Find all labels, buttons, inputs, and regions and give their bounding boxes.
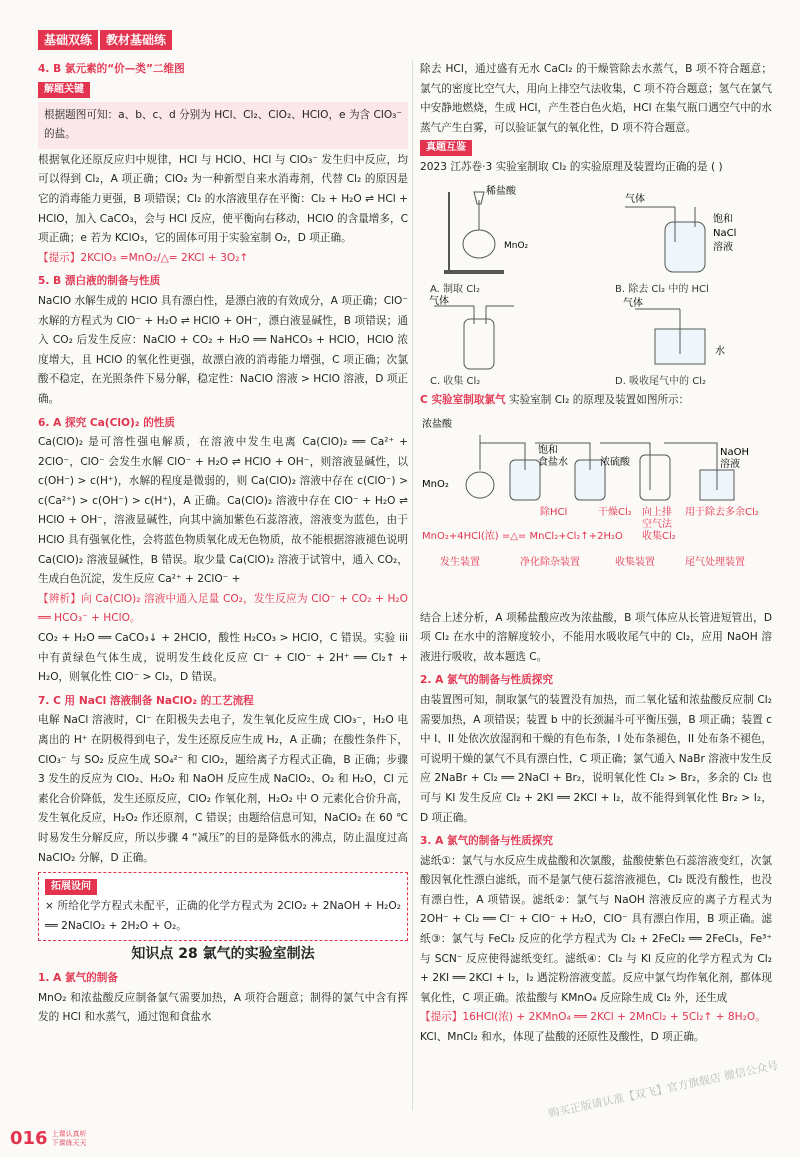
fig-a-acid-label: 稀盐酸 xyxy=(486,185,516,197)
figure-b xyxy=(595,182,765,282)
apparatus-figures xyxy=(420,182,772,387)
header-tag-textbook: 教材基础练 xyxy=(100,30,172,50)
watermark: 购买正版请认准【双飞】官方旗舰店 微信公众号 xyxy=(546,1058,779,1121)
ap-rm-hcl: 除HCl xyxy=(540,506,568,518)
q4-key-box xyxy=(38,102,408,149)
q2-body: 由装置图可知，制取氯气的装置没有加热，而二氧化锰和浓盐酸反应制 Cl₂ 需要加热，A 项错误；装置 b 中的长颈漏斗可平衡压强，B 项正确；装置 c 中 I、II 处依次放湿润和干燥的有色布条，I 处布条褪色，II 处布条不褪色，可说明干燥的氯气不具有漂白性，C 项正确；氯气通入 NaBr 溶液中发生反应 2NaBr + Cl₂ ══ 2NaCl + Br₂，说明氧化性 Cl₂ > Br₂，多余的 Cl₂ 也可与 KI 发生反应 Cl₂ + 2KI ══ 2KCl + I₂，故不能得到氧化性 Br₂ > I₂，D 项正确。 xyxy=(420,693,772,824)
q6-body: Ca(ClO)₂ 是可溶性强电解质，在溶液中发生电离 Ca(ClO)₂ ══ Ca²⁺ + 2ClO⁻，ClO⁻ 会发生水解 ClO⁻ + H₂O ⇌ HClO + OH⁻，则溶液显碱性，以 c(OH⁻) > c(H⁺)，水解的程度是微弱的，则 Ca(ClO)₂ 溶液中存在 c(ClO⁻) > c(Ca²⁺) > c(OH⁻) > c(H⁺)，A 正确。Ca(ClO)₂ 溶液中存在 ClO⁻ + H₂O ⇌ HClO + OH⁻，溶液显碱性，向其中滴加紫色石蕊溶液，溶液变为蓝色，由于 HClO 具有强氧化性，会将蓝色物质氧化成无色物质，故不能根据溶液褪色说明 Ca(ClO)₂ 溶液显碱性，B 错误。取少量 Ca(ClO)₂ 溶液于试管中，通入 CO₂，生成白色沉淀，发生反应 Ca²⁺ + 2ClO⁻ + xyxy=(38,436,408,586)
knowledge-point-title: 知识点 28 氯气的实验室制法 xyxy=(131,946,315,963)
q5-title: 5. B 漂白液的制备与性质 xyxy=(38,275,161,288)
ap-up3: 收集Cl₂ xyxy=(642,530,676,542)
q2-title: 2. A 氯气的制备与性质探究 xyxy=(420,674,553,687)
q6-body2: CO₂ + H₂O ══ CaCO₃↓ + 2HClO，酸性 H₂CO₃ > HClO，C 错误。实验 iii 中有黄绿色气体生成，说明发生歧化反应 Cl⁻ + ClO⁻ + 2H⁺ ══ Cl₂↑ + H₂O，则氧化性 ClO⁻ > Cl₂，D 错误。 xyxy=(38,632,408,684)
fig-c-caption: C. 收集 Cl₂ xyxy=(430,375,481,387)
header-tag-basic: 基础双练 xyxy=(38,30,98,50)
ap-s2: 净化除杂装置 xyxy=(520,556,580,568)
extension-tag: 拓展设问 xyxy=(45,879,97,895)
exam-question: 2023 江苏卷·3 实验室制取 Cl₂ 的实验原理及装置均正确的是 ( ) xyxy=(420,161,723,174)
ap-acid: 浓盐酸 xyxy=(422,418,452,430)
q4-key-tag: 解题关键 xyxy=(38,82,90,98)
ap-brine2: 食盐水 xyxy=(538,456,568,468)
ap-mno2: MnO₂ xyxy=(422,478,449,490)
lab-apparatus-diagram xyxy=(420,415,772,605)
ap-s4: 尾气处理装置 xyxy=(685,556,745,568)
ap-up1: 向上排 xyxy=(642,506,672,518)
ap-s1: 发生装置 xyxy=(440,556,480,568)
r-p1: 除去 HCl，通过盛有无水 CaCl₂ 的干燥管除去水蒸气，B 项不符合题意；氯气的密度比空气大，用向上排空气法收集，C 项不符合题意；氢气在氯气中安静地燃烧，生成 HCl，产生苍白色火焰，HCl 在集气瓶口遇空气中的水蒸气产生白雾，可以验证氯气的氧化性，D 项不符合题意。 xyxy=(420,63,772,134)
left-column xyxy=(38,60,408,1028)
ap-brine1: 饱和 xyxy=(538,444,558,456)
fig-d-gas-label: 气体 xyxy=(623,297,643,309)
fig-a-caption: A. 制取 Cl₂ xyxy=(430,283,480,295)
apparatus-svg xyxy=(420,415,772,605)
ap-equation: MnO₂+4HCl(浓) =△= MnCl₂+Cl₂↑+2H₂O xyxy=(422,530,623,542)
q4-body: 根据氧化还原反应归中规律，HCl 与 HClO、HCl 与 ClO₃⁻ 发生归中反应，均可以得到 Cl₂，A 项正确；ClO₂ 为一种新型自来水消毒剂，代替 Cl₂ 的原因是它的消毒能力更强，B 项错误；Cl₂ 的水溶液里存在平衡：Cl₂ + H₂O ⇌ HCl + HClO，加入 CaCO₃，会与 HCl 反应，使平衡向右移动，HClO 的含量增多，C 项正确；e 若为 KClO₃，它的固体可用于实验室制 O₂，D 项正确。 xyxy=(38,153,408,245)
fig-b-l2: NaCl xyxy=(713,227,737,239)
figure-c xyxy=(424,294,584,374)
kp1-title: 1. A 氯气的制备 xyxy=(38,971,118,984)
fig-c-gas-label: 气体 xyxy=(429,295,449,307)
column-divider xyxy=(412,60,413,1110)
q4-key-text: 根据题图可知：a、b、c、d 分别为 HCl、Cl₂、ClO₂、HClO，e 为含 ClO₃⁻ 的盐。 xyxy=(44,108,403,141)
ap-naoh2: 溶液 xyxy=(720,458,740,470)
c-title: C 实验室制取氯气 xyxy=(420,393,506,406)
q7-title: 7. C 用 NaCl 溶液制备 NaClO₂ 的工艺流程 xyxy=(38,694,254,707)
fig-b-l3: 溶液 xyxy=(713,241,733,253)
ap-s3: 收集装置 xyxy=(615,556,655,568)
ap-up2: 空气法 xyxy=(642,518,672,530)
fig-b-gas-label: 气体 xyxy=(625,193,645,205)
ap-naoh1: NaOH xyxy=(720,446,749,458)
ap-h2so4: 浓硫酸 xyxy=(600,456,630,468)
page-number: 016 xyxy=(10,1128,48,1149)
q3-body2: KCl、MnCl₂ 和水，体现了盐酸的还原性及酸性，D 项正确。 xyxy=(420,1031,705,1044)
exam-tag: 真题互鉴 xyxy=(420,140,472,156)
right-column xyxy=(420,60,772,1048)
extension-body: × 所给化学方程式未配平，正确的化学方程式为 2ClO₂ + 2NaOH + H₂O₂ ══ 2NaClO₂ + 2H₂O + O₂。 xyxy=(45,900,401,932)
fig-a-mno2-label: MnO₂ xyxy=(504,240,529,251)
q6-title: 6. A 探究 Ca(ClO)₂ 的性质 xyxy=(38,416,175,429)
page-header xyxy=(38,30,174,50)
footer-slogan-1: 上课认真听 xyxy=(51,1129,87,1138)
q4-title: 4. B 氯元素的“价—类”二维图 xyxy=(38,63,185,75)
c-section-line xyxy=(420,391,772,411)
fig-b-caption: B. 除去 Cl₂ 中的 HCl xyxy=(615,283,709,295)
q4-hint: 【提示】2KClO₃ =MnO₂/△= 2KCl + 3O₂↑ xyxy=(38,251,249,264)
fig-b-l1: 饱和 xyxy=(713,213,733,225)
figure-a xyxy=(424,182,584,282)
ap-tail: 用于除去多余Cl₂ xyxy=(685,506,759,518)
q5-body: NaClO 水解生成的 HClO 具有漂白性，是漂白液的有效成分，A 项正确；ClO⁻ 水解的方程式为 ClO⁻ + H₂O ⇌ HClO + OH⁻，漂白液显碱性，B 项错误；通入 CO₂ 后发生反应：NaClO + CO₂ + H₂O ══ NaHCO₃ + HClO，HClO 浓度增大，且 HClO 的氧化性更强，故漂白液的消毒能力增强，C 项正确；次氯酸不稳定，在光照条件下易分解，稳定性：NaClO 溶液 > HClO 溶液，D 项正确。 xyxy=(38,294,408,405)
footer-slogan xyxy=(52,1130,87,1148)
q3-body: 滤纸①：氯气与水反应生成盐酸和次氯酸，盐酸使紫色石蕊溶液变红，次氯酸因氧化性漂白滤纸，而不是氯气使石蕊溶液褪色，Cl₂ 既没有酸性，也没有漂白性，A 项错误。滤纸②：氯气与 NaOH 溶液反应的离子方程式为 2OH⁻ + Cl₂ ══ Cl⁻ + ClO⁻ + H₂O，ClO⁻ 具有漂白作用，B 项正确。滤纸③：氯气与 FeCl₂ 反应的化学方程式为 Cl₂ + 2FeCl₂ ══ 2FeCl₃，Fe³⁺ 与 SCN⁻ 反应使得滤纸变红。滤纸④：Cl₂ 与 KI 反应的化学方程式为 Cl₂ + 2KI ══ 2KCl + I₂，I₂ 遇淀粉溶液变蓝。反应中氯气均作氧化剂，都体现氧化性，C 项正确。浓盐酸与 KMnO₄ 反应除生成 Cl₂ 外，还生成 xyxy=(420,854,772,1004)
footer-slogan-2: 下课练天天 xyxy=(51,1138,87,1147)
page-footer xyxy=(10,1128,87,1149)
c-intro: 实验室制 Cl₂ 的原理及装置如图所示： xyxy=(509,393,690,406)
kp1-body: MnO₂ 和浓盐酸反应制备氯气需要加热，A 项符合题意；制得的氯气中含有挥发的 HCl 和水蒸气，通过饱和食盐水 xyxy=(38,991,408,1024)
q3-hint: 【提示】16HCl(浓) + 2KMnO₄ ══ 2KCl + 2MnCl₂ + 5Cl₂↑ + 8H₂O。 xyxy=(420,1011,766,1024)
fig-d-caption: D. 吸收尾气中的 Cl₂ xyxy=(615,375,707,387)
fig-d-water-label: 水 xyxy=(715,345,725,357)
c-body: 结合上述分析，A 项稀盐酸应改为浓盐酸，B 项气体应从长管进短管出，D 项 Cl₂ 在水中的溶解度较小，不能用水吸收尾气中的 Cl₂，应用 NaOH 溶液进行吸收，故本题选 C。 xyxy=(420,611,772,663)
q7-body: 电解 NaCl 溶液时，Cl⁻ 在阳极失去电子，发生氧化反应生成 ClO₃⁻，H₂O 电离出的 H⁺ 在阴极得到电子，发生还原反应生成 H₂，A 正确；在酸性条件下，ClO₃⁻ 与 SO₂ 反应生成 SO₄²⁻ 和 ClO₂，题给离子方程式正确，B 正确；步骤 3 发生的反应为 ClO₂、H₂O₂ 和 NaOH 反应生成 NaClO₂、O₂ 和 H₂O，Cl 元素化合价降低，发生还原反应，ClO₂ 作氧化剂，H₂O₂ 中 O 元素化合价升高，发生氧化反应，H₂O₂ 作还原剂，C 错误；由题给信息可知，NaClO₂ 在 60 ℃ 时易发生分解反应，所以步骤 4 “减压”的目的是降低水的沸点，防止温度过高 NaClO₂ 分解，D 正确。 xyxy=(38,714,408,864)
q3-title: 3. A 氯气的制备与性质探究 xyxy=(420,835,553,848)
q6-hint: 【辨析】向 Ca(ClO)₂ 溶液中通入足量 CO₂，发生反应为 ClO⁻ + CO₂ + H₂O ══ HCO₃⁻ + HClO。 xyxy=(38,592,408,625)
extension-box xyxy=(38,872,408,941)
ap-dry: 干燥Cl₂ xyxy=(598,506,632,518)
figure-d xyxy=(595,294,765,374)
